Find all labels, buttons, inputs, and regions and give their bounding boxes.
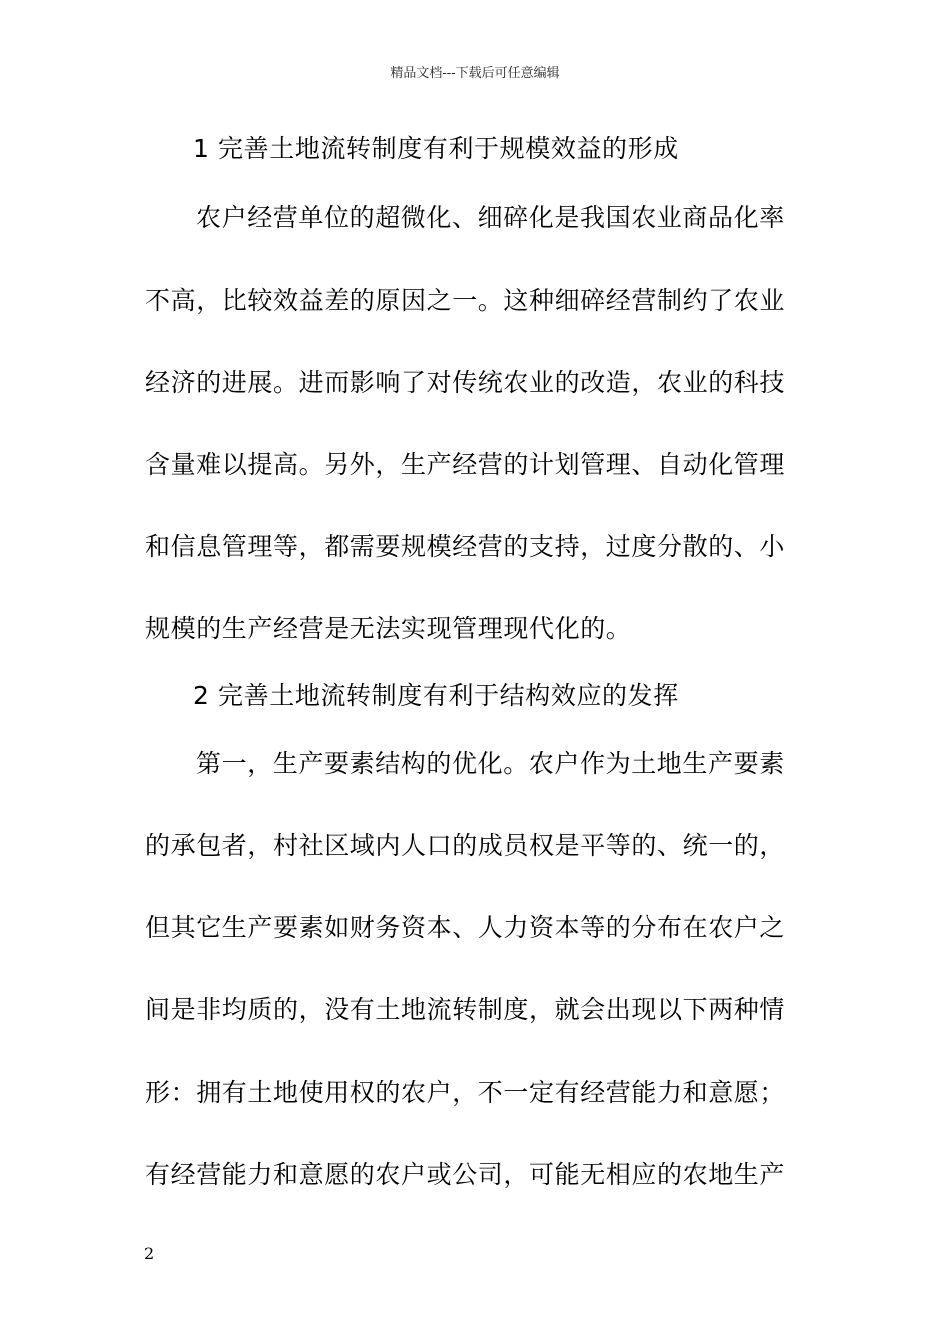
paragraph-2-line-3: 但其它生产要素如财务资本、人力资本等的分布在农户之 xyxy=(145,913,786,942)
paragraph-2-line-1: 第一，生产要素结构的优化。农户作为土地生产要素 xyxy=(196,749,785,778)
paragraph-1-line-1: 农户经营单位的超微化、细碎化是我国农业商品化率 xyxy=(196,203,785,232)
section-heading-2: 2 完善土地流转制度有利于结构效应的发挥 xyxy=(193,681,679,710)
paragraph-2-line-4: 间是非均质的，没有土地流转制度，就会出现以下两种情 xyxy=(145,995,786,1024)
paragraph-2-line-5: 形：拥有土地使用权的农户，不一定有经营能力和意愿； xyxy=(145,1078,786,1107)
paragraph-1-line-3: 经济的进展。进而影响了对传统农业的改造，农业的科技 xyxy=(145,368,786,397)
paragraph-2-line-2: 的承包者，村社区域内人口的成员权是平等的、统一的， xyxy=(145,831,786,860)
page-header: 精品文档---下载后可任意编辑 xyxy=(390,66,560,81)
paragraph-2-line-6: 有经营能力和意愿的农户或公司，可能无相应的农地生产 xyxy=(145,1160,786,1189)
page-number: 2 xyxy=(144,1244,155,1263)
paragraph-1-line-5: 和信息管理等，都需要规模经营的支持，过度分散的、小 xyxy=(145,532,786,561)
section-heading-1: 1 完善土地流转制度有利于规模效益的形成 xyxy=(193,134,679,163)
paragraph-1-line-6: 规模的生产经营是无法实现管理现代化的。 xyxy=(145,614,632,643)
paragraph-1-line-4: 含量难以提高。另外，生产经营的计划管理、自动化管理 xyxy=(145,450,786,479)
paragraph-1-line-2: 不高，比较效益差的原因之一。这种细碎经营制约了农业 xyxy=(145,286,786,315)
